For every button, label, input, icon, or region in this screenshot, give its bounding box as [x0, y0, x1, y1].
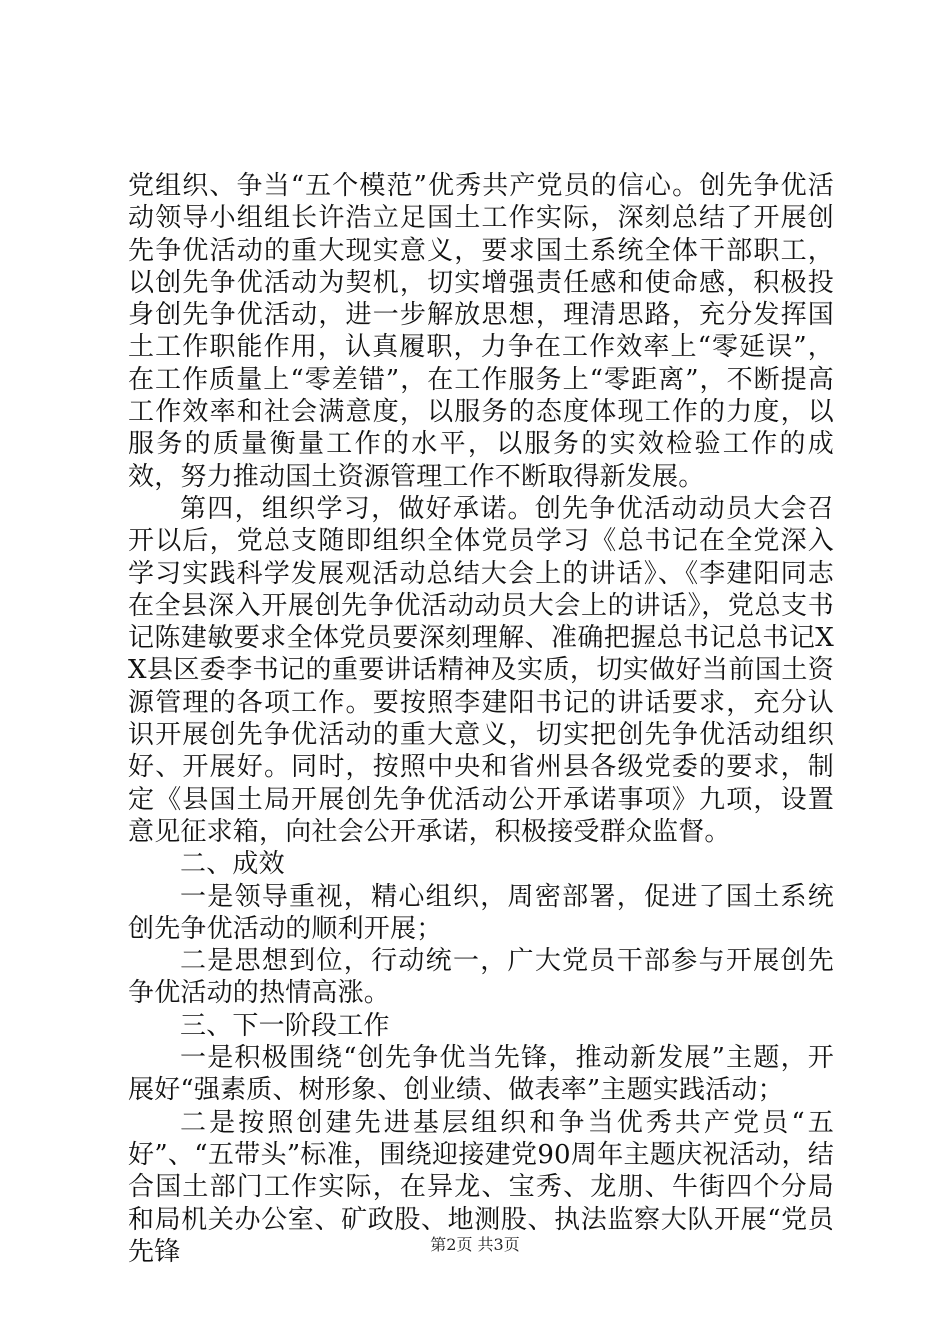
document-body [128, 170, 834, 1268]
paragraph-3: 一是领导重视，精心组织，周密部署，促进了国土系统创先争优活动的顺利开展； [128, 881, 834, 944]
paragraph-6: 二是按照创建先进基层组织和争当优秀共产党员“五好”、“五带头”标准，围绕迎接建党90周年主题庆祝活动，结合国土部门工作实际，在异龙、宝秀、龙朋、牛街四个分局和局机关办公室、矿政股、地测股、执法监察大队开展“党员先锋 [128, 1107, 834, 1267]
paragraph-1: 党组织、争当“五个模范”优秀共产党员的信心。创先争优活动领导小组组长许浩立足国土工作实际，深刻总结了开展创先争优活动的重大现实意义，要求国土系统全体干部职工，以创先争优活动为契机，切实增强责任感和使命感，积极投身创先争优活动，进一步解放思想，理清思路，充分发挥国土工作职能作用，认真履职，力争在工作效率上“零延误”，在工作质量上“零差错”，在工作服务上“零距离”，不断提高工作效率和社会满意度，以服务的态度体现工作的力度，以服务的质量衡量工作的水平，以服务的实效检验工作的成效，努力推动国土资源管理工作不断取得新发展。 [128, 171, 834, 492]
section-heading-next-stage: 三、下一阶段工作 [180, 1010, 390, 1041]
paragraph-5: 一是积极围绕“创先争优当先锋，推动新发展”主题，开展好“强素质、树形象、创业绩、做表率”主题实践活动； [128, 1043, 834, 1106]
paragraph-4: 二是思想到位，行动统一，广大党员干部参与开展创先争优活动的热情高涨。 [128, 946, 834, 1009]
paragraph-2: 第四，组织学习，做好承诺。创先争优活动动员大会召开以后，党总支随即组织全体党员学习《总书记在全党深入学习实践科学发展观活动总结大会上的讲话》、《李建阳同志在全县深入开展创先争优活动动员大会上的讲话》，党总支书记陈建敏要求全体党员要深刻理解、准确把握总书记总书记XX县区委李书记的重要讲话精神及实质，切实做好当前国土资源管理的各项工作。要按照李建阳书记的讲话要求，充分认识开展创先争优活动的重大意义，切实把创先争优活动组织好、开展好。同时，按照中央和省州县各级党委的要求，制定《县国土局开展创先争优活动公开承诺事项》九项，设置意见征求箱，向社会公开承诺，积极接受群众监督。 [128, 493, 834, 847]
section-heading-results: 二、成效 [180, 849, 285, 880]
page-number-footer: 第2页 共3页 [430, 1235, 520, 1254]
